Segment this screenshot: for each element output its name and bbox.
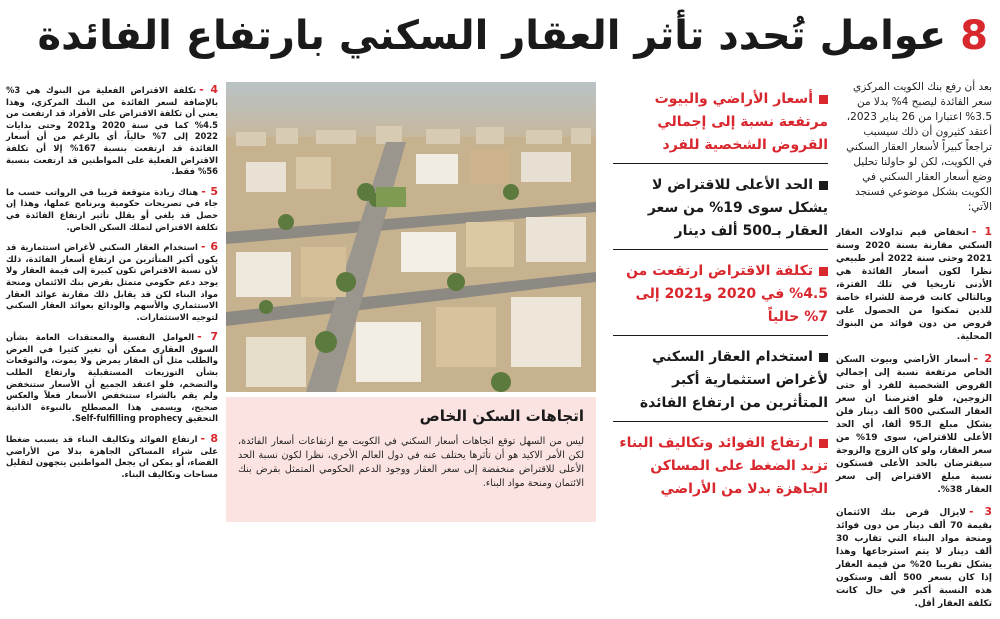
private-housing-trends-box <box>226 397 596 522</box>
square-bullet-icon <box>819 353 828 362</box>
article-point-1: 1 -انخفاض قيم تداولات العقار السكني مقارنة بسنة 2020 وسنة 2021 وحتى سنة 2022 أمر طبيعي نظرا لكون أسعار الفائدة هي الأدنى تاريخيا في تلك الفترة، وبالتالي كانت فرصة للشراء خاصة للذين تمكنوا من الحصول على قروض من دون فوائد من البنوك المحلية. <box>836 225 992 342</box>
pull-quotes-column <box>613 84 828 513</box>
square-bullet-icon <box>819 439 828 448</box>
headline-number: 8 <box>960 13 988 59</box>
pull-quote-3: تكلفة الاقتراض ارتفعت من 4.5% في 2020 و2021 إلى 7% حالياً <box>613 256 828 336</box>
box-body: ليس من السهل توقع اتجاهات أسعار السكني في الكويت مع ارتفاعات أسعار الفائدة، لكن الأمر الاكيد هو أن تأثرها يختلف عنه في دول العالم الأخرى، نظرا لكون نسبة الحد الأعلى للاقتراض منخفضة إلى سعر العقار ووجود الدعم الحكومي المتمثل بقرض بنك الائتمان ومنحة مواد البناء. <box>238 436 584 489</box>
headline <box>8 6 988 66</box>
article-point-3: 3 -لايزال قرض بنك الائتمان بقيمة 70 ألف دينار من دون فوائد ومنحة مواد البناء التي تقارب 30 ألف دينار لا يتم استرجاعها وهذا يشكل تقريبا 20% من قيمة العقار إذا كان بسعر 500 ألف وستكون هذه النسبة أكبر في حال كانت تكلفة العقار أقل. <box>836 505 993 609</box>
pull-quote-1: أسعار الأراضي والبيوت مرتفعة نسبة إلى إجمالي القروض الشخصية للفرد <box>613 84 828 164</box>
square-bullet-icon <box>819 267 828 276</box>
article-point-2: 2 -أسعار الأراضي وبيوت السكن الخاص مرتفعة نسبة إلى إجمالي القروض الشخصية للفرد أو حتى الزوجين، فلو افترضنا ان سعر العقار السكني 500 ألف دينار فلن يشكل مبلغ الـ95 ألفا، أي الحد الأعلى للاقتراض، سوى 19% من سعر العقار، ولو كان الزوج والزوجة سيقترضان بالحد الأعلى فستكون نسبة مبلغ الاقتراض إلى سعر العقار 38%. <box>836 352 992 495</box>
intro-paragraph: بعد أن رفع بنك الكويت المركزي سعر الفائدة ليصبح 4% بدلا من 3.5% اعتبارا من 26 يناير 2023، أعتقد كثيرون أن ذلك سيسبب تراجعاً كبيراً لأسعار العقار السكني في الكويت، لكن لو حاولنا تحليل وضع أسعار العقار السكني في الكويت بشكل موضوعي فسنجد الآتي: <box>846 81 992 213</box>
article-point-6: 6 -استخدام العقار السكني لأغراض استثمارية قد يكون أكبر المتأثرين من ارتفاع أسعار الفائدة، ذلك لأن نسبة الاقتراض تكون كبيرة إلى قيمة العقار ولا يوجد دعم حكومي متمثل بقرض بنك الائتمان ومنحة مواد البناء لكن قد يقابل ذلك مقارنة عوائد العقار الاستثماري والأسهم والودائع بعوائد العقار السكني لتوجيه الاستثمارات. <box>6 240 218 322</box>
square-bullet-icon <box>819 181 828 190</box>
article-point-7: 7 -العوامل النفسية والمعتقدات العامة بشأن السوق العقاري ممكن أن تغير كثيرا في العرض والطلب مثل أن العقار يمرض ولا يموت، والتوقعات بشأن التوزيعات المستقبلية وارتفاع الطلب والتضخم، فلو اعتقد الجميع أن الأسعار ستنخفض ولم يقم بالشراء ستنخفض الأسعار فعلاً والعكس صحيح، ويسمى هذا المصطلح بالنبوءة الذاتية التحقيق Self-fulfilling prophecy. <box>6 330 218 424</box>
right-column <box>836 80 992 619</box>
left-column <box>6 84 218 488</box>
pull-quote-2: الحد الأعلى للاقتراض لا يشكل سوى 19% من سعر العقار بـ500 ألف دينار <box>613 170 828 250</box>
box-title: اتجاهات السكن الخاص <box>419 407 584 425</box>
pull-quote-5: ارتفاع الفوائد وتكاليف البناء تزيد الضغط على المساكن الجاهزة بدلا من الأراضي <box>619 435 828 497</box>
headline-text: عوامل تُحدد تأثر العقار السكني بارتفاع الفائدة <box>37 13 947 59</box>
square-bullet-icon <box>819 95 828 104</box>
article-point-5: 5 -هناك زيادة متوقعة قريبا في الرواتب حسب ما جاء في تصريحات حكومية وبرنامج عملها، وهذا إن حصل قد يلغي أو يقلل تأثير ارتفاع الفائدة في تكلفة الاقتراض لتملك السكن الخاص. <box>6 184 218 232</box>
pull-quote-4: استخدام العقار السكني لأغراض استثمارية أكبر المتأثرين من ارتفاع الفائدة <box>613 342 828 422</box>
article-point-4: 4 -تكلفة الاقتراض الفعلية من البنوك هي 3% بالإضافة لسعر الفائدة من البنك المركزي، وهذا يعني أن تكلفة الاقتراض على الأفراد قد ارتفعت من 4.5% كما في سنة 2020 و2021 وحتى بدايات 2022 إلى 7% حالياً، أي بالرغم من أن أسعار الفائدة قد ارتفعت بنسبة 167% إلا أن تكلفة الاقتراض الفعلية على المواطنين قد ارتفعت بنسبة 56% فقط. <box>6 83 219 177</box>
article-point-8: 8 -ارتفاع الفوائد وتكاليف البناء قد يسبب ضغطا على شراء المساكن الجاهزة بدلا من الأراضي الفضاء، أو يمكن ان يجعل المواطنين يتجهون لتقليل مساحات وتكاليف البناء. <box>6 432 218 479</box>
city-aerial-photo <box>226 82 596 392</box>
